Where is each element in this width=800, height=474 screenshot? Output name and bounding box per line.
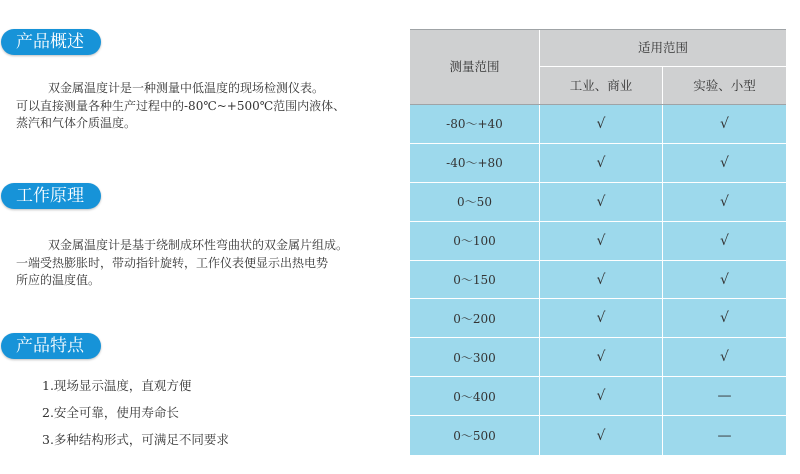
table-row	[410, 144, 786, 183]
header-measure-range: 测量范围	[410, 30, 540, 104]
principle-line-1: 双金属温度计是基于绕制成环性弯曲状的双金属片组成。	[48, 238, 349, 252]
table-row	[410, 105, 786, 144]
table-body	[410, 105, 786, 455]
range-cell: -40～+80	[410, 144, 540, 182]
lab-check: √	[720, 154, 729, 171]
table-row	[410, 338, 786, 377]
spec-table	[410, 29, 786, 455]
range-cell: 0～200	[410, 299, 540, 337]
feature-item-3: 3.多种结构形式，可满足不同要求	[42, 432, 229, 447]
section-title-principle: 工作原理	[1, 183, 101, 209]
principle-line-3: 所应的温度值。	[16, 273, 101, 287]
industrial-check: √	[540, 377, 663, 415]
table-row	[410, 377, 786, 416]
overview-line-2: 可以直接测量各种生产过程中的-80℃~+500℃范围内液体、	[16, 98, 346, 113]
lab-check: —	[717, 427, 732, 444]
lab-check: √	[720, 310, 729, 327]
range-cell: 0～150	[410, 261, 540, 299]
range-cell: 0～50	[410, 183, 540, 221]
table-row	[410, 299, 786, 338]
lab-check: √	[720, 349, 729, 366]
range-cell: 0～500	[410, 416, 540, 455]
lab-check: √	[720, 193, 729, 210]
industrial-check: √	[540, 144, 663, 182]
range-cell: 0～100	[410, 222, 540, 260]
range-cell: 0～300	[410, 338, 540, 376]
section-title-overview: 产品概述	[1, 29, 101, 55]
feature-item-1: 1.现场显示温度，直观方便	[42, 378, 192, 393]
table-row	[410, 261, 786, 300]
lab-check: —	[717, 388, 732, 405]
table-row	[410, 183, 786, 222]
header-industrial: 工业、商业	[540, 67, 663, 104]
table-header	[410, 29, 786, 105]
overview-line-1: 双金属温度计是一种测量中低温度的现场检测仪表。	[48, 81, 325, 95]
range-cell: 0～400	[410, 377, 540, 415]
lab-check: √	[720, 271, 729, 288]
table-row	[410, 416, 786, 455]
industrial-check: √	[540, 261, 663, 299]
industrial-check: √	[540, 416, 663, 455]
header-lab: 实验、小型	[693, 78, 756, 93]
industrial-check: √	[540, 222, 663, 260]
industrial-check: √	[540, 105, 663, 143]
overview-paragraph	[16, 80, 396, 133]
feature-item-2: 2.安全可靠，使用寿命长	[42, 405, 179, 420]
lab-check: √	[720, 232, 729, 249]
range-cell: -80～+40	[410, 105, 540, 143]
section-title-features: 产品特点	[1, 333, 101, 359]
lab-check: √	[720, 115, 729, 132]
header-application-scope: 适用范围	[540, 30, 786, 67]
overview-line-3: 蒸汽和气体介质温度。	[16, 116, 137, 130]
industrial-check: √	[540, 338, 663, 376]
table-row	[410, 222, 786, 261]
industrial-check: √	[540, 299, 663, 337]
principle-paragraph	[16, 237, 396, 290]
industrial-check: √	[540, 183, 663, 221]
principle-line-2: 一端受热膨胀时，带动指针旋转，工作仪表便显示出热电势	[16, 255, 329, 270]
